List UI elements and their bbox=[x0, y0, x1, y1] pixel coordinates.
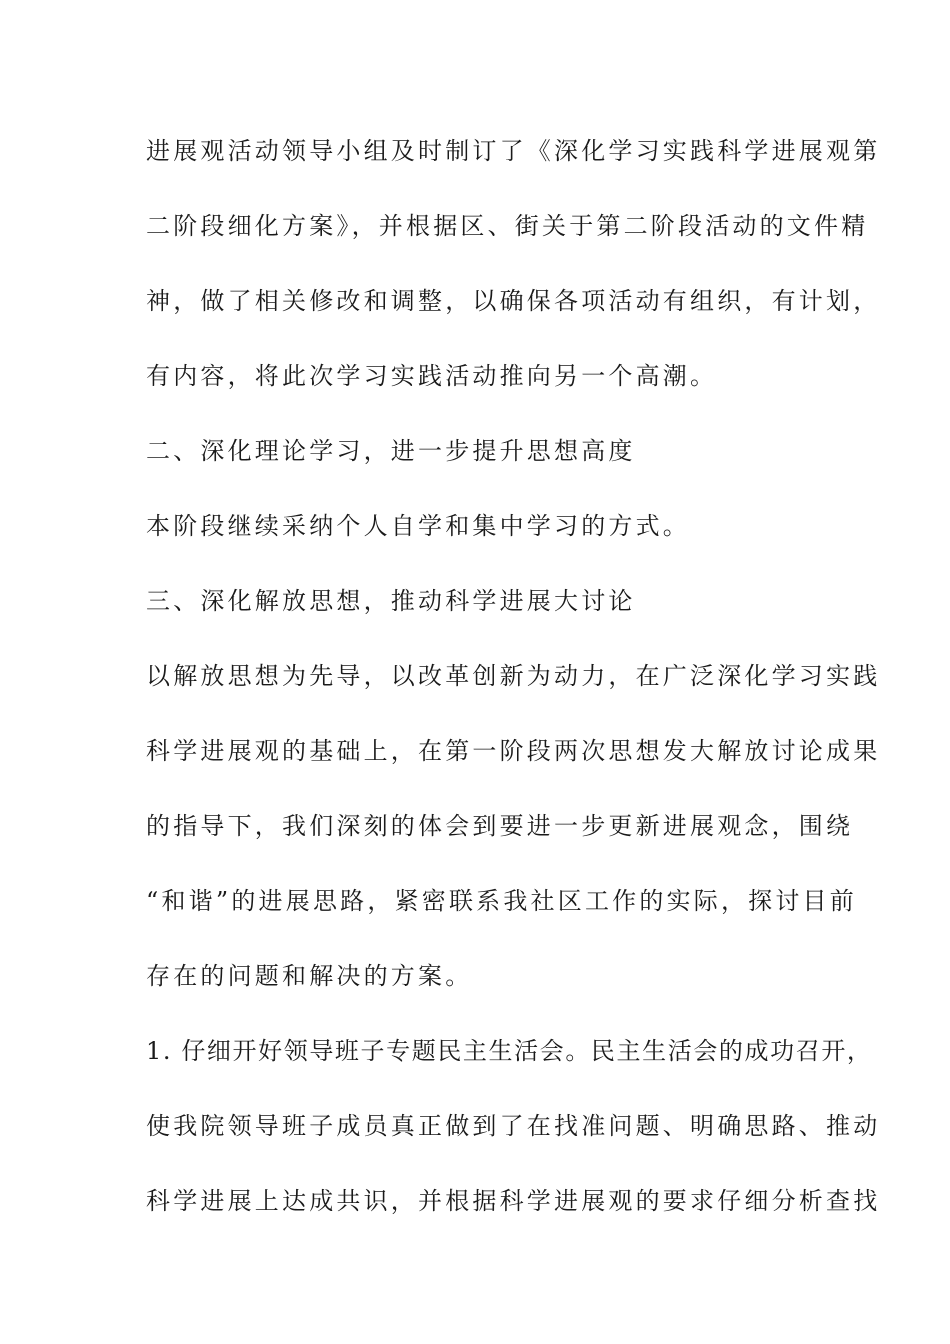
body-text-line: “和谐”的进展思路，紧密联系我社区工作的实际，探讨目前 bbox=[146, 887, 857, 915]
list-item-1: 1. 仔细开好领导班子专题民主生活会。民主生活会的成功召开， bbox=[146, 1037, 873, 1065]
body-text-line: 科学进展上达成共识，并根据科学进展观的要求仔细分析查找 bbox=[146, 1187, 881, 1215]
body-text-line: 进展观活动领导小组及时制订了《深化学习实践科学进展观第 bbox=[146, 137, 881, 165]
section-heading-3: 三、深化解放思想，推动科学进展大讨论 bbox=[146, 587, 636, 615]
section-heading-2: 二、深化理论学习，进一步提升思想高度 bbox=[146, 437, 636, 465]
body-text-line: 有内容，将此次学习实践活动推向另一个高潮。 bbox=[146, 362, 718, 390]
body-text-line: 存在的问题和解决的方案。 bbox=[146, 962, 473, 990]
body-text-line: 本阶段继续采纳个人自学和集中学习的方式。 bbox=[146, 512, 690, 540]
body-text-line: 以解放思想为先导，以改革创新为动力，在广泛深化学习实践 bbox=[146, 662, 881, 690]
body-text-line: 的指导下，我们深刻的体会到要进一步更新进展观念，围绕 bbox=[146, 812, 854, 840]
body-text-line: 神，做了相关修改和调整，以确保各项活动有组织，有计划， bbox=[146, 287, 881, 315]
body-text-line: 科学进展观的基础上，在第一阶段两次思想发大解放讨论成果 bbox=[146, 737, 881, 765]
body-text-line: 二阶段细化方案》，并根据区、街关于第二阶段活动的文件精 bbox=[146, 212, 869, 240]
body-text-line: 使我院领导班子成员真正做到了在找准问题、明确思路、推动 bbox=[146, 1112, 881, 1140]
